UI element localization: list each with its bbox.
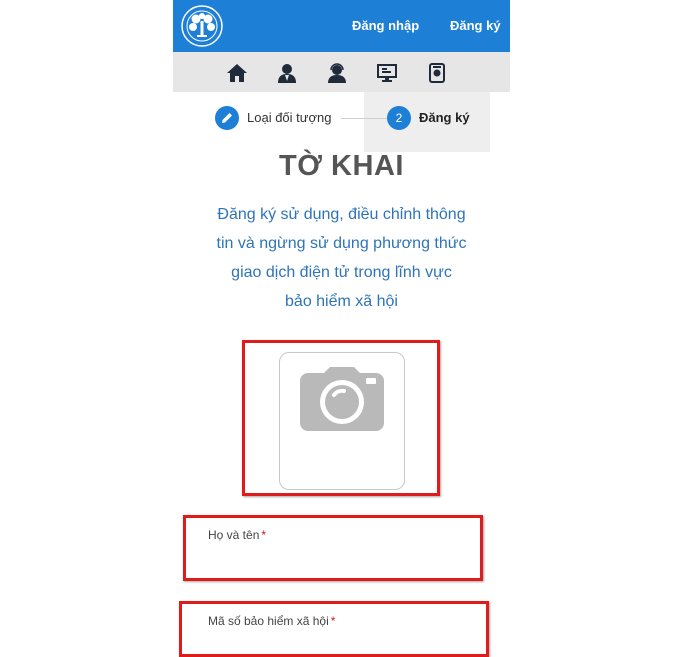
home-icon[interactable] xyxy=(226,62,248,84)
subtitle-line: bảo hiểm xã hội xyxy=(285,293,398,310)
support-agent-icon[interactable] xyxy=(326,62,348,84)
required-mark: * xyxy=(330,614,336,628)
step-indicator xyxy=(173,92,510,152)
highlight-box-full-name xyxy=(183,515,483,581)
required-mark: * xyxy=(261,528,267,542)
pencil-icon[interactable] xyxy=(215,106,239,130)
step-connector xyxy=(341,118,387,119)
page-subtitle xyxy=(193,200,490,316)
full-name-label-text: Họ và tên xyxy=(208,528,260,542)
highlight-box-photo xyxy=(242,340,440,496)
subtitle-line: Đăng ký sử dụng, điều chỉnh thông xyxy=(217,206,466,223)
app-header xyxy=(173,0,510,52)
subtitle-line: giao dịch điện tử trong lĩnh vực xyxy=(231,264,452,281)
login-link[interactable]: Đăng nhập xyxy=(352,18,420,33)
step-2-number: 2 xyxy=(387,106,411,130)
step-2-label[interactable]: Đăng ký xyxy=(419,110,470,125)
user-icon[interactable] xyxy=(276,62,298,84)
icon-nav-bar xyxy=(173,52,510,92)
bhxh-logo[interactable] xyxy=(179,4,225,48)
document-icon[interactable] xyxy=(426,62,448,84)
subtitle-line: tin và ngừng sử dụng phương thức xyxy=(216,235,467,252)
monitor-icon[interactable] xyxy=(376,62,398,84)
step-1-label[interactable]: Loại đối tượng xyxy=(247,110,332,125)
highlight-box-insurance-number xyxy=(179,601,489,657)
page-title: TỜ KHAI xyxy=(279,150,404,182)
social-insurance-number-label-text: Mã số bảo hiểm xã hội xyxy=(208,614,329,628)
register-link[interactable]: Đăng ký xyxy=(450,18,501,33)
